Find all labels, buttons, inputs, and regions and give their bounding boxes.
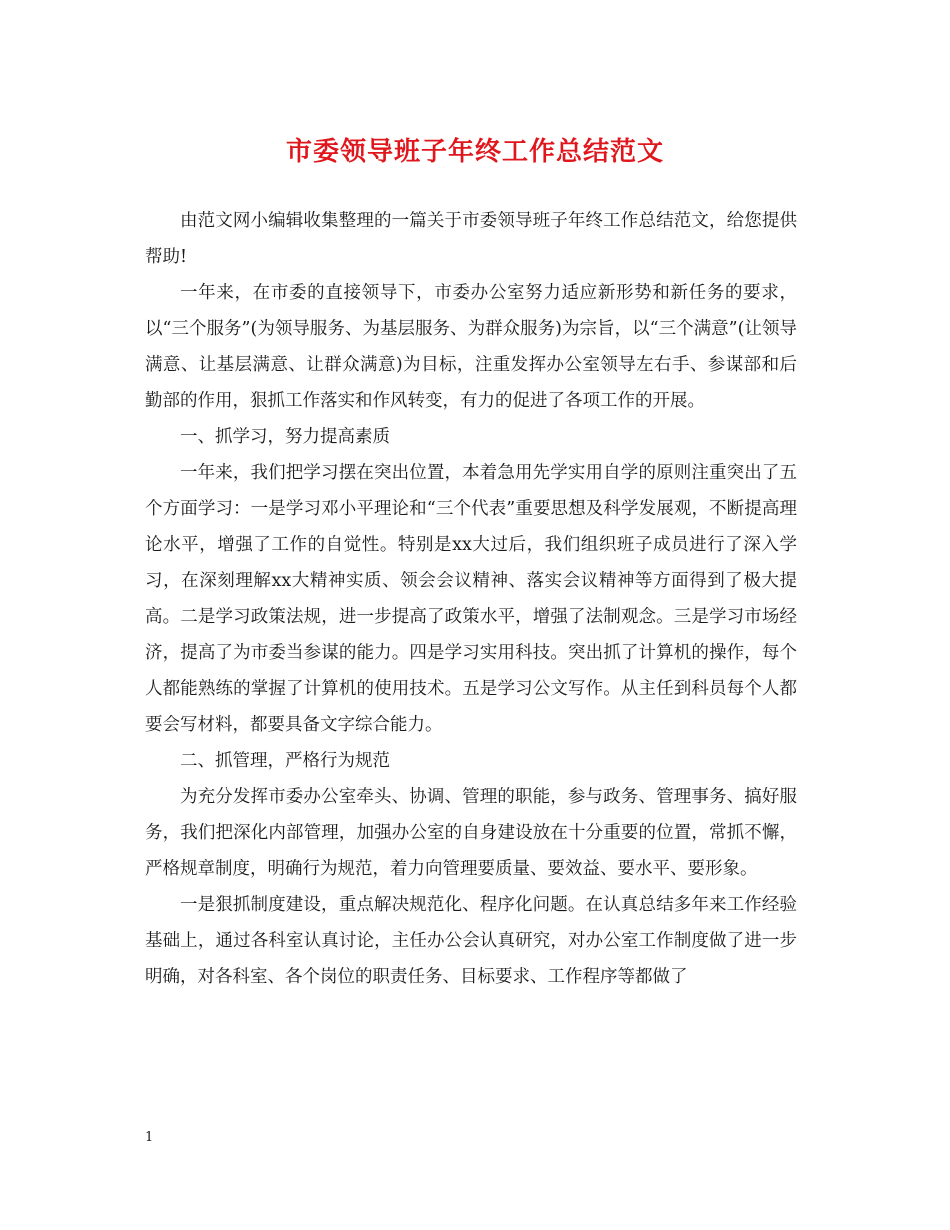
paragraph-study: 一年来，我们把学习摆在突出位置，本着急用先学实用自学的原则注重突出了五个方面学习：一是学习邓小平理论和“三个代表”重要思想及科学发展观，不断提高理论水平，增强了工作的自觉性。特别是xx大过后，我们组织班子成员进行了深入学习，在深刻理解xx大精神实质、领会会议精神、落实会议精神等方面得到了极大提高。二是学习政策法规，进一步提高了政策水平，增强了法制观念。三是学习市场经济，提高了为市委当参谋的能力。四是学习实用科技。突出抓了计算机的操作，每个人都能熟练的掌握了计算机的使用技术。五是学习公文写作。从主任到科员每个人都要会写材料，都要具备文字综合能力。 — [145, 463, 797, 735]
paragraph-management: 为充分发挥市委办公室牵头、协调、管理的职能，参与政务、管理事务、搞好服务，我们把深化内部管理，加强办公室的自身建设放在十分重要的位置，常抓不懈，严格规章制度，明确行为规范，着力向管理要质量、要效益、要水平、要形象。 — [145, 787, 797, 879]
page-number: 1 — [145, 1130, 154, 1145]
document-body — [145, 203, 797, 995]
section-heading-study: 一、抓学习，努力提高素质 — [180, 427, 390, 447]
paragraph-system-building: 一是狠抓制度建设，重点解决规范化、程序化问题。在认真总结多年来工作经验基础上，通过各科室认真讨论，主任办公会认真研究，对办公室工作制度做了进一步明确，对各科室、各个岗位的职责任务、目标要求、工作程序等都做了 — [145, 895, 797, 987]
section-heading-management: 二、抓管理，严格行为规范 — [180, 751, 390, 771]
paragraph-overview: 一年来，在市委的直接领导下，市委办公室努力适应新形势和新任务的要求，以“三个服务”(为领导服务、为基层服务、为群众服务)为宗旨，以“三个满意”(让领导满意、让基层满意、让群众满意)为目标，注重发挥办公室领导左右手、参谋部和后勤部的作用，狠抓工作落实和作风转变，有力的促进了各项工作的开展。 — [145, 283, 797, 411]
paragraph-intro: 由范文网小编辑收集整理的一篇关于市委领导班子年终工作总结范文，给您提供帮助! — [145, 211, 797, 267]
document-title: 市委领导班子年终工作总结范文 — [285, 137, 664, 167]
